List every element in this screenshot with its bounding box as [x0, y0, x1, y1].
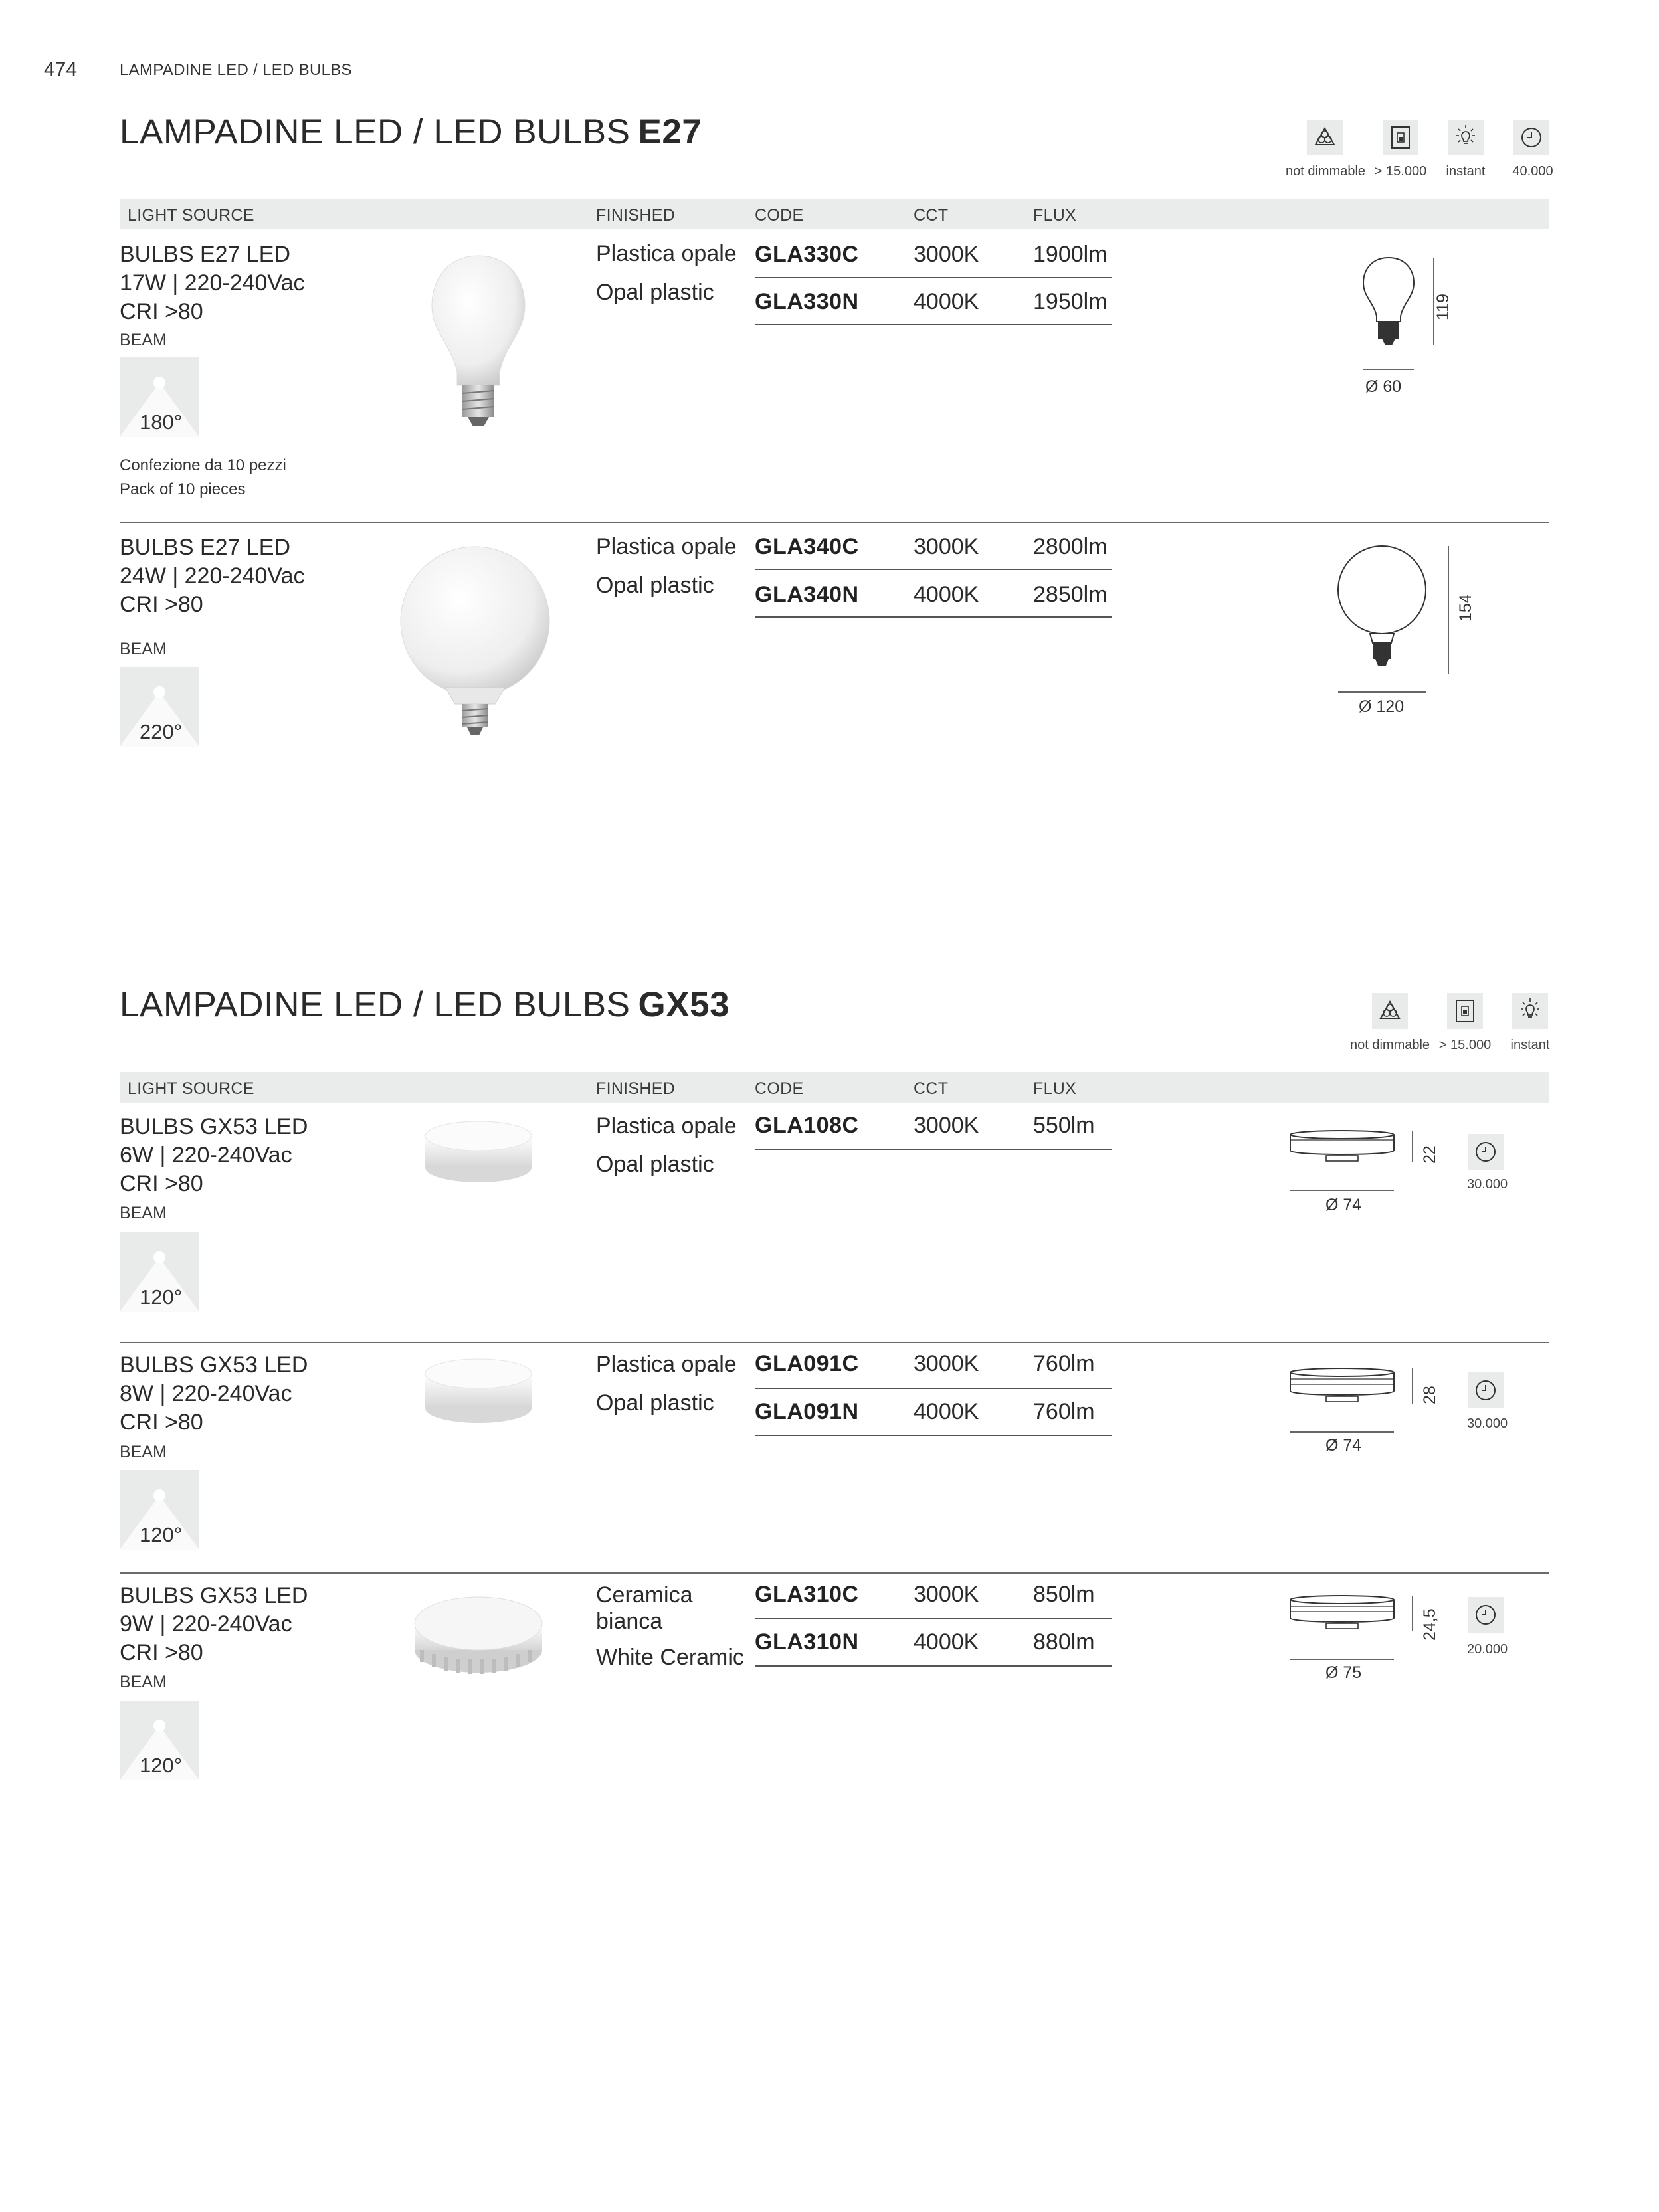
beam-angle: 220°	[140, 720, 183, 743]
product-flux: 760lm	[1033, 1351, 1095, 1376]
bulb-g120-drawing	[1335, 543, 1468, 697]
row-divider	[755, 616, 1112, 618]
dimension-diameter: Ø 75	[1325, 1663, 1362, 1682]
row-divider	[755, 1618, 1112, 1619]
section-title-gx53: LAMPADINE LED / LED BULBS GX53	[120, 985, 730, 1024]
not-dimmable-icon	[1372, 993, 1408, 1029]
product-description: BULBS GX53 LED 6W | 220-240Vac CRI >80	[120, 1114, 308, 1196]
running-head: LAMPADINE LED / LED BULBS	[120, 61, 352, 79]
product-flux: 760lm	[1033, 1399, 1095, 1424]
dimension-diameter: Ø 74	[1325, 1196, 1362, 1214]
product-code: GLA340C	[755, 534, 859, 559]
product-cct: 4000K	[914, 582, 979, 607]
product-code: GLA340N	[755, 582, 859, 607]
gx53-ceramic-bulb-image	[405, 1589, 551, 1689]
product-cct: 4000K	[914, 1399, 979, 1424]
beam-angle-badge	[120, 1232, 199, 1312]
product-cct: 4000K	[914, 289, 979, 314]
product-description: BULBS E27 LED 17W | 220-240Vac CRI >80	[120, 242, 305, 324]
finish-en: Opal plastic	[596, 573, 714, 598]
product-description: BULBS GX53 LED 9W | 220-240Vac CRI >80	[120, 1583, 308, 1665]
beam-label: BEAM	[120, 640, 167, 658]
dimension-height: 154	[1456, 594, 1475, 622]
icon-caption: not dimmable	[1350, 1038, 1430, 1052]
beam-angle-badge	[120, 1470, 199, 1550]
lifetime-hours: 30.000	[1467, 1416, 1508, 1431]
col-flux: FLUX	[1033, 206, 1077, 225]
product-code: GLA330C	[755, 242, 859, 267]
beam-angle: 120°	[140, 1523, 183, 1546]
lifetime-clock-icon	[1513, 120, 1549, 155]
product-code: GLA310N	[755, 1629, 859, 1655]
product-flux: 880lm	[1033, 1629, 1095, 1655]
col-finished: FINISHED	[596, 1079, 676, 1098]
dimension-height: 119	[1434, 294, 1452, 320]
dimension-diameter: Ø 60	[1365, 377, 1402, 396]
switching-cycles-icon	[1447, 993, 1483, 1029]
pack-note: Confezione da 10 pezzi Pack of 10 pieces	[120, 456, 286, 498]
product-cct: 3000K	[914, 534, 979, 559]
col-code: CODE	[755, 206, 804, 225]
beam-angle-badge	[120, 667, 199, 747]
product-description: BULBS E27 LED 24W | 220-240Vac CRI >80	[120, 535, 305, 617]
lifetime-hours: 20.000	[1467, 1642, 1508, 1657]
dimension-diameter: Ø 74	[1325, 1436, 1362, 1455]
row-divider	[755, 569, 1112, 570]
finish-it: Plastica opale	[596, 1352, 737, 1377]
beam-angle-badge	[120, 1701, 199, 1780]
lifetime-clock-icon	[1468, 1372, 1504, 1408]
product-flux: 2850lm	[1033, 582, 1108, 607]
finish-en: Opal plastic	[596, 1390, 714, 1416]
product-code: GLA330N	[755, 289, 859, 314]
lifetime-hours: 30.000	[1467, 1177, 1508, 1192]
icon-caption: > 15.000	[1374, 164, 1427, 179]
product-flux: 1950lm	[1033, 289, 1108, 314]
col-cct: CCT	[914, 206, 949, 225]
product-cct: 3000K	[914, 1351, 979, 1376]
beam-label: BEAM	[120, 1673, 167, 1691]
product-code: GLA091C	[755, 1351, 859, 1376]
finish-it: Ceramica bianca	[596, 1582, 693, 1634]
col-code: CODE	[755, 1079, 804, 1098]
beam-angle: 120°	[140, 1754, 183, 1777]
product-flux: 1900lm	[1033, 242, 1108, 267]
product-code: GLA310C	[755, 1582, 859, 1607]
bulb-a60-image	[425, 252, 532, 432]
section-title-bold: E27	[638, 112, 702, 151]
col-light-source: LIGHT SOURCE	[128, 1079, 254, 1098]
icon-caption: > 15.000	[1438, 1038, 1492, 1052]
table-header	[120, 199, 1549, 229]
col-light-source: LIGHT SOURCE	[128, 206, 254, 225]
row-divider	[755, 1665, 1112, 1667]
product-flux: 850lm	[1033, 1582, 1095, 1607]
product-flux: 550lm	[1033, 1113, 1095, 1138]
row-divider	[755, 277, 1112, 278]
gx53-bulb-image	[412, 1116, 545, 1189]
icon-caption: instant	[1446, 164, 1486, 179]
bulb-g120-image	[392, 545, 558, 744]
finish-en: Opal plastic	[596, 1152, 714, 1177]
finish-it: Plastica opale	[596, 241, 737, 266]
product-separator	[120, 1572, 1549, 1574]
dimension-diameter: Ø 120	[1359, 697, 1405, 716]
beam-angle: 120°	[140, 1285, 183, 1309]
switching-cycles-icon	[1383, 120, 1418, 155]
beam-label: BEAM	[120, 331, 167, 349]
beam-angle-badge	[120, 357, 199, 437]
product-code: GLA091N	[755, 1399, 859, 1424]
product-cct: 3000K	[914, 242, 979, 267]
product-description: BULBS GX53 LED 8W | 220-240Vac CRI >80	[120, 1352, 308, 1435]
lifetime-clock-icon	[1468, 1597, 1504, 1633]
icon-caption: instant	[1510, 1038, 1550, 1052]
col-flux: FLUX	[1033, 1079, 1077, 1098]
dimension-height: 22	[1420, 1145, 1439, 1164]
finish-it: Plastica opale	[596, 1113, 737, 1139]
beam-angle: 180°	[140, 411, 183, 434]
product-cct: 4000K	[914, 1629, 979, 1655]
col-cct: CCT	[914, 1079, 949, 1098]
row-divider	[755, 1388, 1112, 1389]
gx53-drawing	[1289, 1129, 1422, 1196]
product-flux: 2800lm	[1033, 534, 1108, 559]
section-title-e27: LAMPADINE LED / LED BULBS E27	[120, 112, 702, 151]
table-header	[120, 1072, 1549, 1103]
product-cct: 3000K	[914, 1582, 979, 1607]
product-separator	[120, 1342, 1549, 1343]
col-finished: FINISHED	[596, 206, 676, 225]
instant-on-icon	[1448, 120, 1484, 155]
gx53-bulb-image	[412, 1355, 545, 1428]
beam-label: BEAM	[120, 1443, 167, 1461]
gx53-drawing	[1289, 1367, 1422, 1440]
row-divider	[755, 1435, 1112, 1436]
icon-caption: not dimmable	[1286, 164, 1366, 179]
row-divider	[755, 1149, 1112, 1150]
finish-en: White Ceramic	[596, 1645, 744, 1670]
finish-en: Opal plastic	[596, 280, 714, 305]
instant-on-icon	[1512, 993, 1548, 1029]
dimension-height: 24,5	[1420, 1608, 1439, 1641]
row-divider	[755, 324, 1112, 325]
icon-caption: 40.000	[1512, 164, 1553, 179]
product-cct: 3000K	[914, 1113, 979, 1138]
not-dimmable-icon	[1307, 120, 1343, 155]
section-title-bold: GX53	[638, 985, 730, 1024]
lifetime-clock-icon	[1468, 1134, 1504, 1170]
product-separator	[120, 522, 1549, 523]
dimension-height: 28	[1420, 1386, 1439, 1404]
page-number: 474	[44, 58, 78, 80]
beam-label: BEAM	[120, 1204, 167, 1222]
finish-it: Plastica opale	[596, 534, 737, 559]
gx53-drawing	[1289, 1594, 1422, 1667]
product-code: GLA108C	[755, 1113, 859, 1138]
